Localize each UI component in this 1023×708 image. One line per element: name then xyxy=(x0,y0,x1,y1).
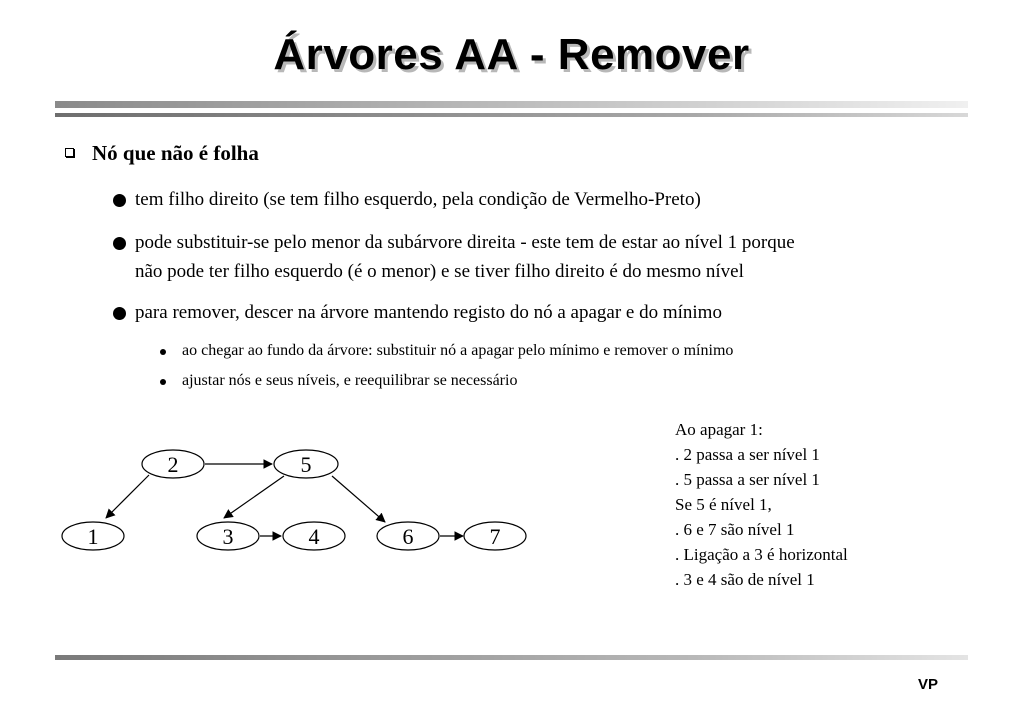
sub-bullet-text: ajustar nós e seus níveis, e reequilibrar se necessário xyxy=(182,372,518,389)
tree-node xyxy=(274,450,338,478)
node-label: 1 xyxy=(87,524,99,549)
footer-rule xyxy=(55,655,968,660)
sub-bullet-text: ao chegar ao fundo da árvore: substituir nó a apagar pelo mínimo e remover o mínimo xyxy=(182,342,734,359)
tree-node xyxy=(377,522,439,550)
tree-node xyxy=(142,450,204,478)
edge-5-6 xyxy=(332,476,385,522)
bullet-text-line-2: não pode ter filho esquerdo (é o menor) e se tiver filho direito é do mesmo nível xyxy=(135,261,744,282)
tree-node xyxy=(62,522,124,550)
node-label: 6 xyxy=(402,524,414,549)
deletion-note xyxy=(675,417,848,592)
tree-node xyxy=(197,522,259,550)
bullet-text: para remover, descer na árvore mantendo registo do nó a apagar e do mínimo xyxy=(135,302,722,323)
note-line: . 5 passa a ser nível 1 xyxy=(675,470,820,489)
note-line: Ao apagar 1: xyxy=(675,420,763,439)
bullet-text-line-1: pode substituir-se pelo menor da subárvore direita - este tem de estar ao nível 1 porque xyxy=(135,232,795,253)
slide-title: Árvores AA - Remover xyxy=(273,30,750,79)
node-label: 2 xyxy=(167,452,179,477)
bullet-text: tem filho direito (se tem filho esquerdo, pela condição de Vermelho-Preto) xyxy=(135,189,701,210)
note-line: . 2 passa a ser nível 1 xyxy=(675,445,820,464)
note-line: . 3 e 4 são de nível 1 xyxy=(675,570,815,589)
edge-5-3 xyxy=(224,476,284,518)
note-line: Se 5 é nível 1, xyxy=(675,495,772,514)
node-label: 3 xyxy=(222,524,234,549)
tree-node xyxy=(464,522,526,550)
heading-text: Nó que não é folha xyxy=(92,141,259,165)
node-label: 5 xyxy=(300,452,312,477)
node-label: 4 xyxy=(308,524,320,549)
tree-node xyxy=(283,522,345,550)
node-label: 7 xyxy=(489,524,501,549)
note-line: . 6 e 7 são nível 1 xyxy=(675,520,795,539)
edge-2-1 xyxy=(106,475,149,518)
note-line: . Ligação a 3 é horizontal xyxy=(675,545,848,564)
footer-author: VP xyxy=(918,676,939,693)
